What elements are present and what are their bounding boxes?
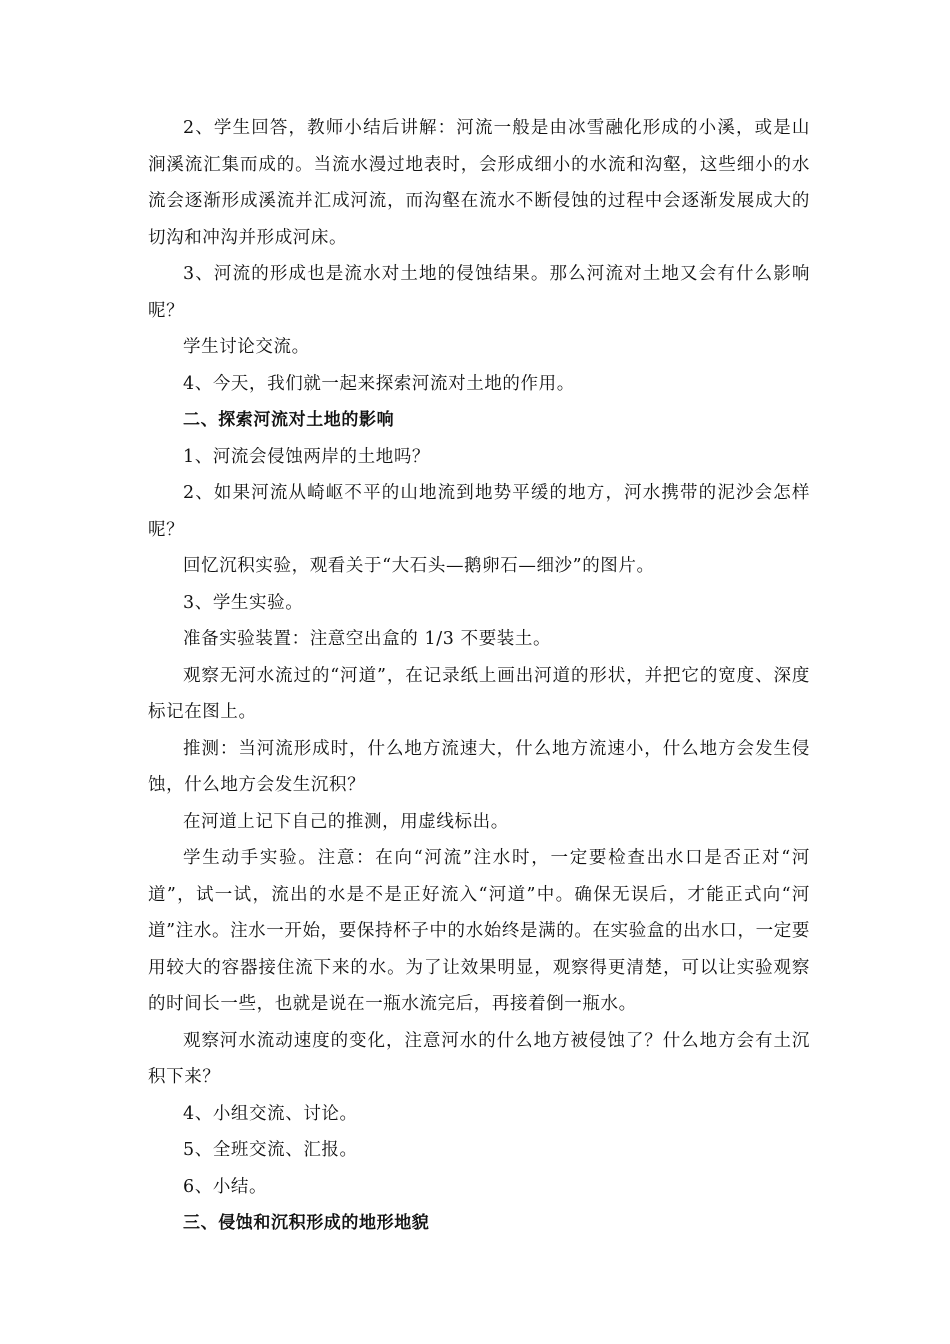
paragraph-record-prediction: 在河道上记下自己的推测，用虚线标出。: [183, 811, 509, 832]
paragraph-student-discussion: 学生讨论交流。: [183, 337, 310, 357]
paragraph-question-2: 2、如果河流从崎岖不平的山地流到地势平缓的地方，河水携带的泥沙会怎样呢？: [148, 483, 810, 540]
paragraph-question-1: 1、河流会侵蚀两岸的土地吗？: [183, 446, 431, 467]
section-heading-3: 三、侵蚀和沉积形成的地形地貌: [183, 1213, 430, 1233]
paragraph-student-experiment: 3、学生实验。: [183, 592, 304, 613]
paragraph-summary: 6、小结。: [183, 1176, 268, 1197]
document-page: [148, 110, 810, 1242]
paragraph-teacher-summary: 2、学生回答，教师小结后讲解：河流一般是由冰雪融化形成的小溪，或是山涧溪流汇集而成的。当流水漫过地表时，会形成细小的水流和沟壑，这些细小的水流会逐渐形成溪流并汇成河流，而沟壑在流水不断侵蚀的过程中会逐渐发展成大的切沟和冲沟并形成河床。: [148, 118, 810, 248]
paragraph-predict: 推测：当河流形成时，什么地方流速大，什么地方流速小，什么地方会发生侵蚀，什么地方会发生沉积？: [148, 738, 810, 795]
paragraph-recall-experiment: 回忆沉积实验，观看关于“大石头—鹅卵石—细沙”的图片。: [183, 556, 655, 576]
paragraph-class-report: 5、全班交流、汇报。: [183, 1140, 358, 1160]
paragraph-today-explore: 4、今天，我们就一起来探索河流对土地的作用。: [183, 373, 575, 394]
paragraph-observe-flow: 观察河水流动速度的变化，注意河水的什么地方被侵蚀了？什么地方会有土沉积下来？: [148, 1030, 810, 1087]
paragraph-river-erosion-question: 3、河流的形成也是流水对土地的侵蚀结果。那么河流对土地又会有什么影响呢？: [148, 264, 810, 321]
paragraph-hands-on-experiment: 学生动手实验。注意：在向“河流”注水时，一定要检查出水口是否正对“河道”，试一试，流出的水是不是正好流入“河道”中。确保无误后，才能正式向“河道”注水。注水一开始，要保持杯子中的水始终是满的。在实验盒的出水口，一定要用较大的容器接住流下来的水。为了让效果明显，观察得更清楚，可以让实验观察的时间长一些，也就是说在一瓶水流完后，再接着倒一瓶水。: [148, 848, 810, 1014]
section-heading-2: 二、探索河流对土地的影响: [183, 410, 395, 430]
paragraph-observe-channel: 观察无河水流过的“河道”，在记录纸上画出河道的形状，并把它的宽度、深度标记在图上。: [148, 665, 810, 722]
paragraph-prepare-apparatus: 准备实验装置：注意空出盒的 1/3 不要装土。: [183, 629, 552, 649]
paragraph-group-discussion: 4、小组交流、讨论。: [183, 1103, 358, 1124]
